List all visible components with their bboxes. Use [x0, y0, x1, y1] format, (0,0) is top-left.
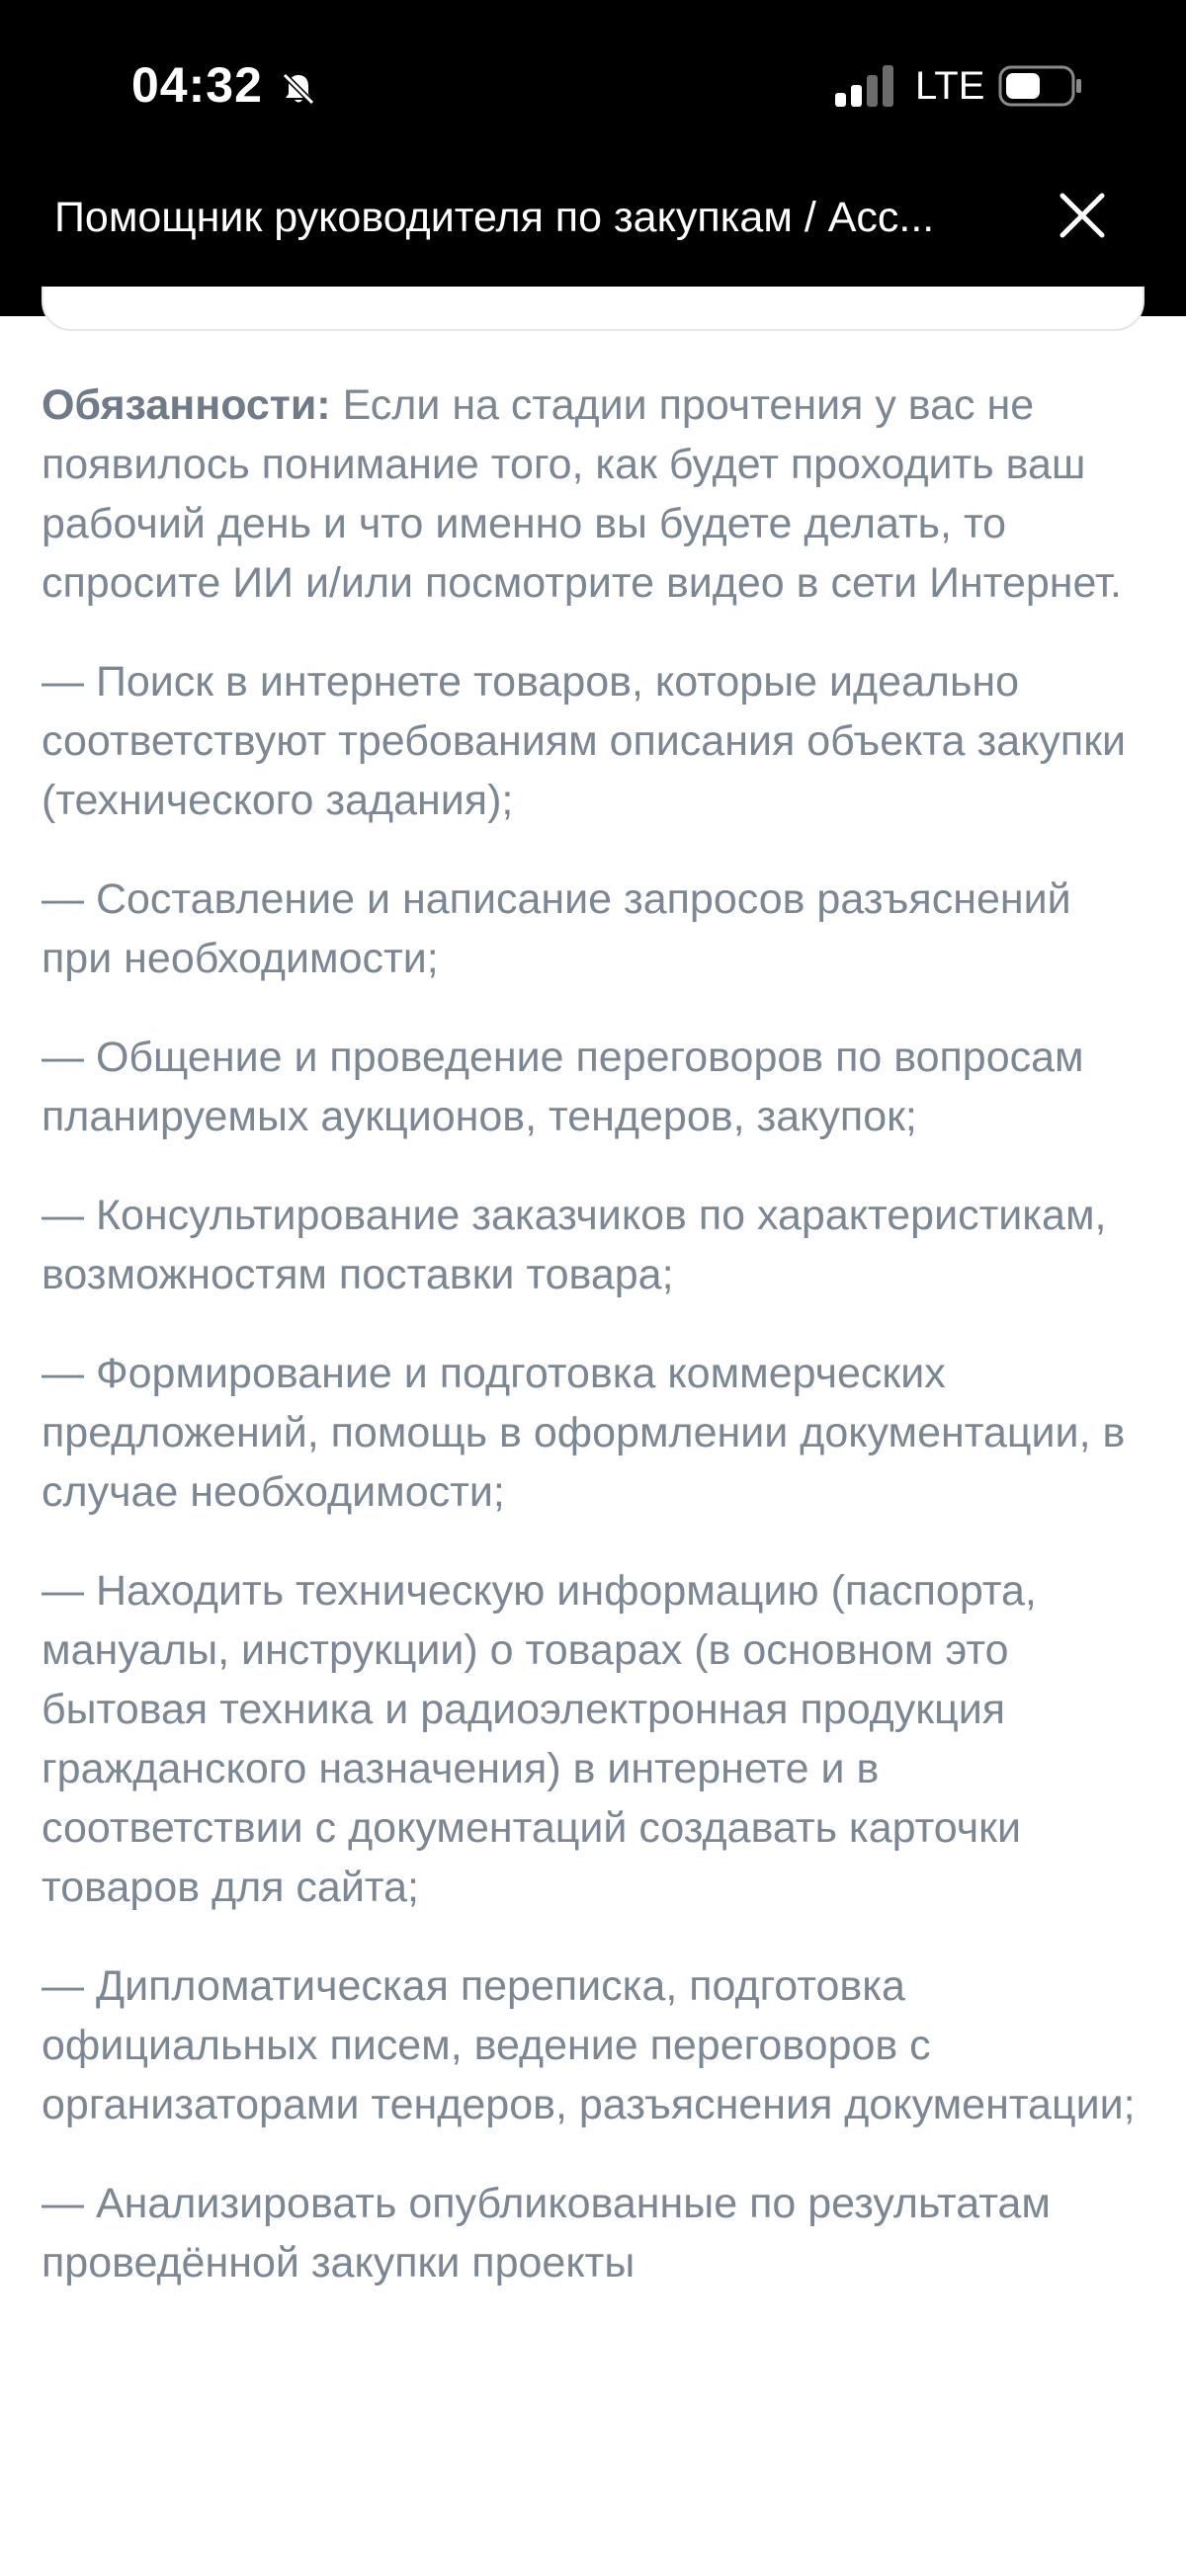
bell-slash-icon — [279, 69, 318, 109]
top-bar — [0, 0, 1186, 316]
duties-heading: Обязанности: — [42, 381, 331, 429]
duty-item: — Консультирование заказчиков по характеристикам, возможностям поставки товара; — [42, 1192, 1107, 1298]
page-title: Помощник руководителя по закупкам / Асс... — [54, 194, 935, 241]
duty-item: — Поиск в интернете товаров, которые идеально соответствуют требованиям описания объекта закупки (технического задания); — [42, 658, 1127, 824]
duty-item: — Составление и написание запросов разъяснений при необходимости; — [42, 875, 1071, 982]
status-bar — [0, 0, 1186, 174]
network-label: LTE — [915, 64, 985, 108]
duty-item: — Общение и проведение переговоров по вопросам планируемых аукционов, тендеров, закупок; — [42, 1034, 1084, 1140]
signal-icon — [835, 65, 896, 107]
duty-item: — Формирование и подготовка коммерческих предложений, помощь в оформлении документации, в случае необходимости; — [42, 1350, 1126, 1516]
title-row — [0, 174, 1186, 273]
duty-item: — Анализировать опубликованные по результатам проведённой закупки проекты — [42, 2180, 1051, 2286]
battery-icon — [998, 65, 1083, 107]
close-icon[interactable] — [1051, 184, 1114, 247]
status-time: 04:32 — [131, 57, 263, 113]
duties-paragraph — [42, 375, 1148, 613]
duty-item: — Дипломатическая переписка, подготовка официальных писем, ведение переговоров с организаторами тендеров, разъяснения документации; — [42, 1962, 1136, 2128]
job-description — [42, 375, 1148, 2332]
duty-item: — Находить техническую информацию (паспорта, мануалы, инструкции) о товарах (в основном это бытовая техника и радиоэлектронная продукция гражданского назначения) в интернете и в соответствии с документаций создавать карточки товаров для сайта; — [42, 1567, 1037, 1911]
duties-intro: Если на стадии прочтения у вас не появилось понимание того, как будет проходить ваш рабочий день и что именно вы будете делать, то спросите ИИ и/или посмотрите видео в сети Интернет. — [42, 381, 1122, 607]
card-bottom-edge — [42, 287, 1144, 331]
